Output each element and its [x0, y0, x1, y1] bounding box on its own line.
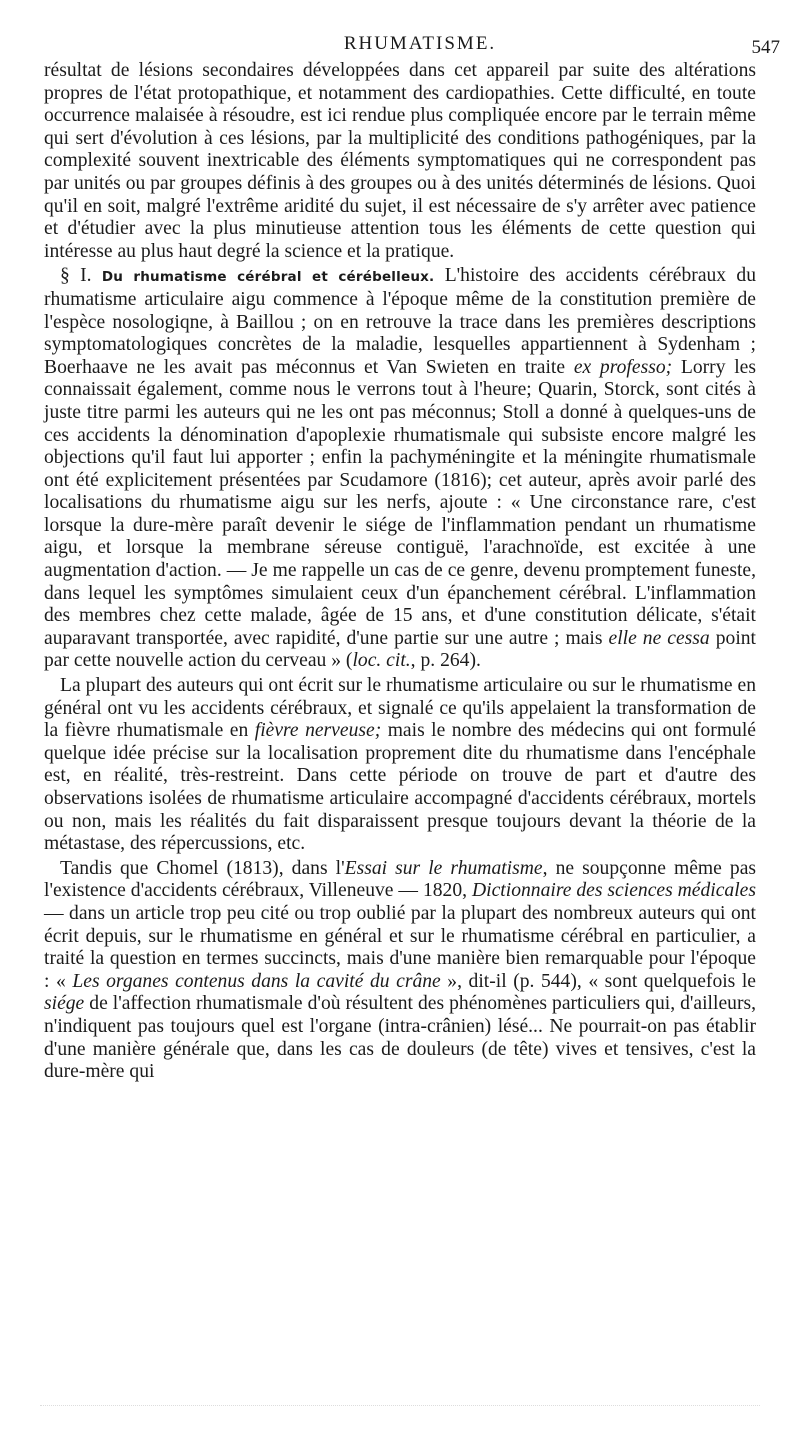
term-emphasis: fièvre nerveuse;: [254, 720, 382, 742]
latin-phrase: ex professo;: [573, 356, 673, 378]
paragraph-text: L'histoire des accidents cérébraux du rhumatisme articulaire aigu commence à l'époque même de la constitution première de l'espèce nosologiqne, à Baillou ; on en retrouve la trace dans les premières descriptions symptomatologiques concrètes de la maladie, lesquelles appartiennent à Sydenham ; Boerhaave ne les avait pas méconnus et Van Swieten en traite: [44, 265, 757, 378]
paragraph-text: point par cette nouvelle action du cerveau » (: [44, 627, 756, 672]
section-title: Du rhumatisme cérébral et cérébelleux.: [101, 269, 435, 286]
book-title: Essai sur le rhumatisme: [344, 857, 543, 879]
paragraph-chomel: [44, 858, 756, 1084]
section-paragraph: [44, 265, 756, 673]
page-bottom-marks: [40, 1405, 760, 1412]
paragraph-text: La plupart des auteurs qui ont écrit sur le rhumatisme articulaire ou sur le rhumatisme en général ont vu les accidents cérébraux, et signalé ce qu'ils appelaient la transformation de la fièvre rhumatismale en: [44, 675, 756, 742]
term-emphasis: siége: [44, 993, 85, 1015]
citation-reference: loc. cit.: [352, 650, 411, 672]
paragraph-text: », dit-il (p. 544), « sont quelquefois le: [447, 970, 756, 992]
paragraph-text: Lorry les connaissait également, comme nous le verrons tout à l'heure; Quarin, Storck, sont cités à juste titre parmi les auteurs qui ne les ont pas méconnus; Stoll a donné à quelques-uns de ces accidents la dénomination d'apoplexie rhumatismale qui subsiste encore malgré les objections qu'il faut lui apporter ; enfin la pachyméningite et la méningite rhumatismale ont été explicitement présentées par Scudamore (1816); cet auteur, après avoir parlé des localisations du rhumatisme aigu sur les nerfs, ajoute : « Une circonstance rare, c'est lorsque la dure-mère paraît devenir le siége de l'inflammation pendant un rhumatisme aigu, et lorsque la membrane séreuse contiguë, l'arachnoïde, est excitée à une augmentation d'action. — Je me rappelle un cas de ce genre, devenu promptement funeste, dans lequel les symptômes simulaient ceux d'un épanchement cérébral. L'inflammation des membres chez cette malade, âgée de 15 ans, et d'une constitution délicate, s'était auparavant transportée, avec rapidité, d'une partie sur une autre ; mais: [44, 356, 756, 649]
running-title: RHUMATISME.: [343, 33, 497, 54]
dictionary-title: Dictionnaire des sciences médicales: [472, 880, 756, 902]
paragraph-text: , ne soupçonne même pas l'existence d'accidents cérébraux, Villeneuve — 1820,: [44, 857, 757, 902]
paragraph-text: , p. 264).: [410, 650, 481, 672]
paragraph-text: Tandis que Chomel (1813), dans l': [60, 857, 345, 879]
quote-emphasis: elle ne cessa: [608, 627, 710, 649]
quote-emphasis: Les organes contenus dans la cavité du crâne: [72, 970, 441, 992]
running-head: [60, 30, 780, 60]
paragraph-authors: [44, 675, 756, 856]
paragraph-text: de l'affection rhumatismale d'où résultent des phénomènes particuliers qui, d'ailleurs, n'indiquent pas toujours quel est l'organe (intra-crânien) lésé... Ne pourrait-on pas établir d'une manière générale que, dans les cas de douleurs (de tête) vives et tensives, c'est la dure-mère qui: [44, 993, 756, 1083]
paragraph-text: résultat de lésions secondaires développées dans cet appareil par suite des altérations propres de l'état protopathique, et notamment des cardiopathies. Cette difficulté, en toute occurrence malaisée à résoudre, est ici rendue plus compliquée encore par le terrain même qui sert d'évolution à ces lésions, par la multiplicité des conditions pathogéniques, par la complexité souvent inextricable des éléments symptomatiques qui ne correspondent pas par unités ou par groupes définis à des groupes ou à des unités déterminés de lésions. Quoi qu'il en soit, malgré l'extrême aridité du sujet, il est nécessaire de s'y arrêter avec patience et d'étudier avec la plus minutieuse attention tous les éléments de cette question qui intéresse au plus haut degré la science et la pratique.: [44, 60, 756, 262]
paragraph-text: — dans un article trop peu cité ou trop oublié par la plupart des nombreux auteurs qui ont écrit depuis, sur le rhumatisme en général et sur le rhumatisme cérébral en particulier, a traité la question en termes succincts, mais d'une manière bien remarquable pour l'époque : «: [44, 902, 756, 992]
body-text: [44, 60, 756, 1084]
paragraph-text: mais le nombre des médecins qui ont formulé quelque idée précise sur la localisation proprement dite du rhumatisme dans l'encéphale est, en réalité, très-restreint. Dans cette période on trouve de part et d'autre des observations isolées de rhumatisme articulaire accompagné d'accidents cérébraux, mortels ou non, mais les réalités du fait disparaissent presque toujours devant la théorie de la métastase, des répercussions, etc.: [44, 720, 756, 855]
paragraph-continued: [44, 60, 756, 263]
page-number: 547: [751, 37, 780, 58]
section-mark: § I.: [60, 265, 92, 287]
